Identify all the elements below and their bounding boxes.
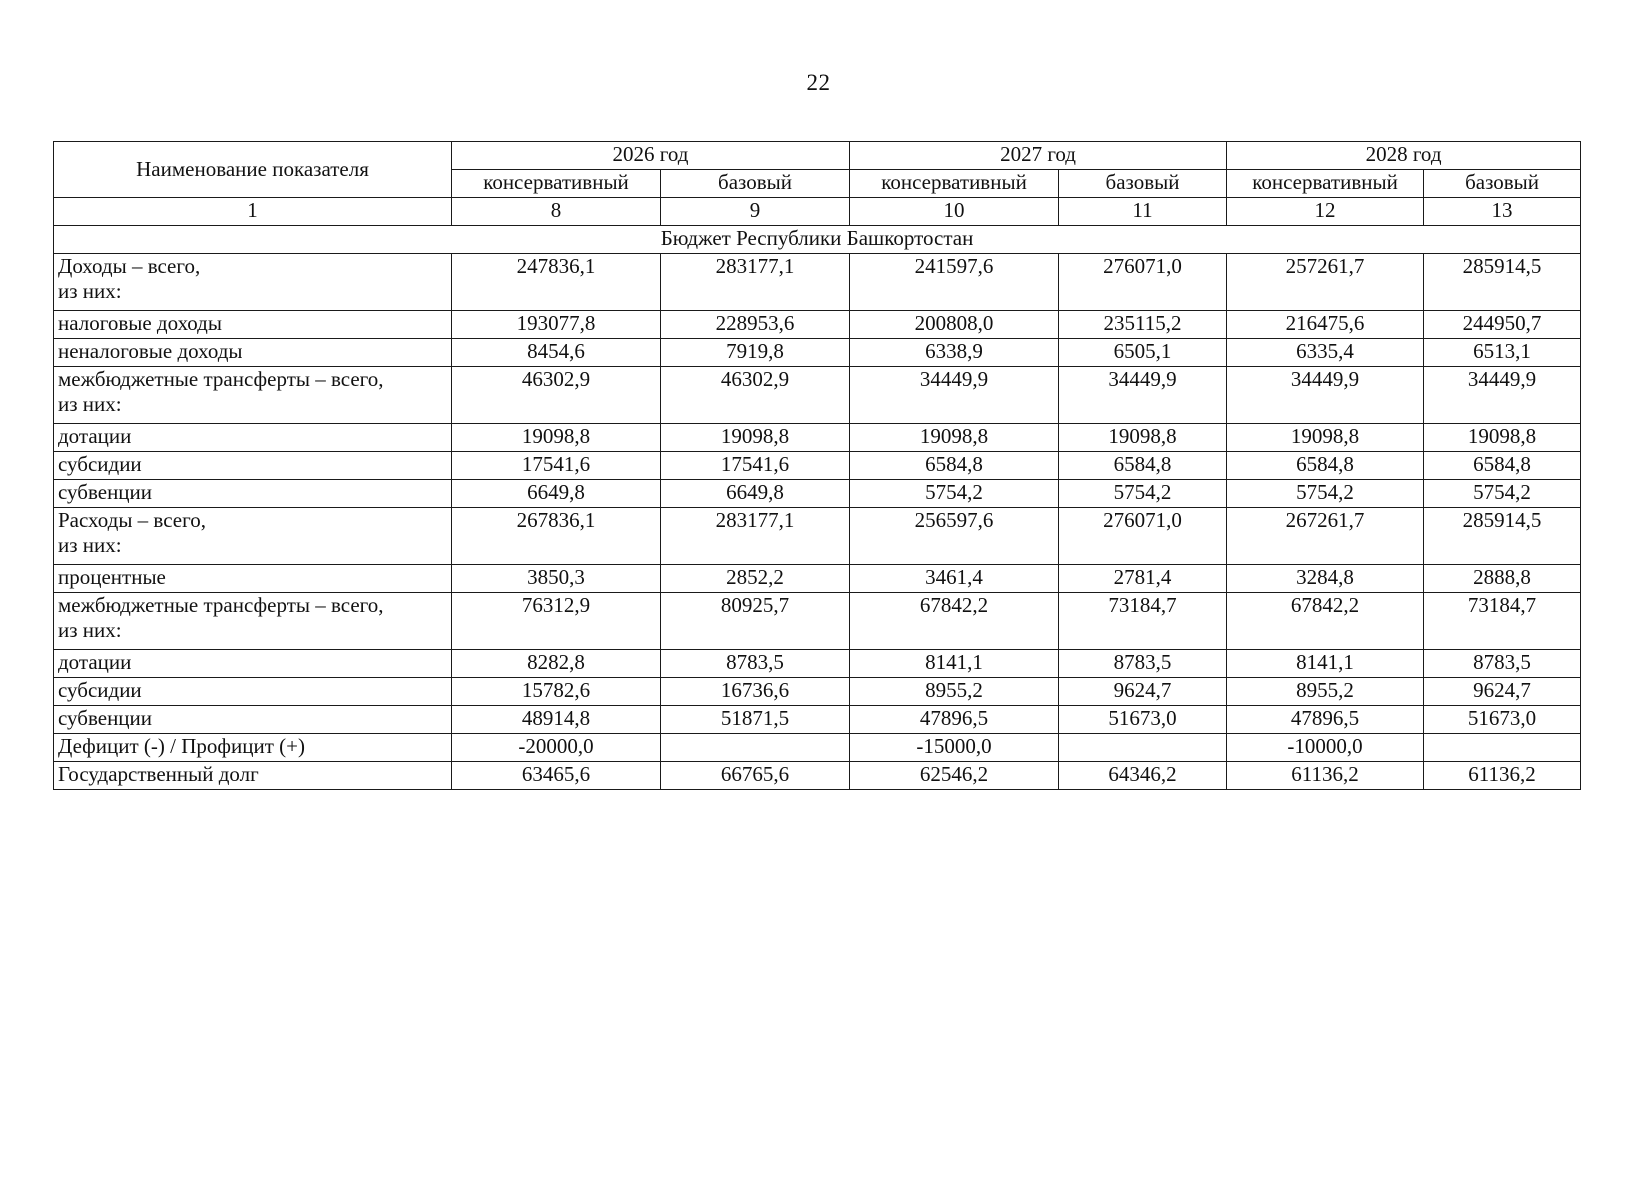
value-cell: 8783,5	[1059, 650, 1227, 678]
row-label-subtext: из них:	[58, 392, 122, 417]
table-row	[54, 762, 1581, 790]
column-number-row	[54, 198, 1581, 226]
value-cell: 15782,6	[452, 678, 661, 706]
value-cell: 283177,1	[661, 508, 850, 565]
value-cell: 19098,8	[1227, 424, 1424, 452]
value-cell: 76312,9	[452, 593, 661, 650]
value-cell: 19098,8	[1059, 424, 1227, 452]
table-row	[54, 452, 1581, 480]
row-label	[54, 650, 452, 678]
header-years-row	[54, 142, 1581, 170]
value-cell: 8783,5	[1424, 650, 1581, 678]
row-label-subtext: из них:	[58, 279, 122, 304]
value-cell: 34449,9	[850, 367, 1059, 424]
header-variant: консервативный	[1227, 170, 1424, 198]
value-cell: 283177,1	[661, 254, 850, 311]
section-title: Бюджет Республики Башкортостан	[54, 226, 1581, 254]
value-cell: 34449,9	[1059, 367, 1227, 424]
value-cell: 61136,2	[1424, 762, 1581, 790]
value-cell: 66765,6	[661, 762, 850, 790]
value-cell: 2781,4	[1059, 565, 1227, 593]
value-cell: 8783,5	[661, 650, 850, 678]
row-label	[54, 678, 452, 706]
table-row	[54, 424, 1581, 452]
table-row	[54, 565, 1581, 593]
row-label-text: субвенции	[58, 480, 153, 504]
row-label-text: Расходы – всего,	[58, 508, 206, 532]
value-cell: 6584,8	[1227, 452, 1424, 480]
value-cell: 241597,6	[850, 254, 1059, 311]
value-cell: 235115,2	[1059, 311, 1227, 339]
value-cell: 285914,5	[1424, 254, 1581, 311]
value-cell	[1424, 734, 1581, 762]
value-cell: 3284,8	[1227, 565, 1424, 593]
row-label-text: дотации	[58, 650, 132, 674]
table-row	[54, 254, 1581, 311]
value-cell: 67842,2	[1227, 593, 1424, 650]
header-year-2028: 2028 год	[1227, 142, 1581, 170]
value-cell: 3850,3	[452, 565, 661, 593]
value-cell: 19098,8	[661, 424, 850, 452]
value-cell: 5754,2	[1227, 480, 1424, 508]
value-cell: 19098,8	[850, 424, 1059, 452]
value-cell: 46302,9	[661, 367, 850, 424]
table-row	[54, 508, 1581, 565]
row-label-text: Дефицит (-) / Профицит (+)	[58, 734, 305, 758]
row-label	[54, 339, 452, 367]
value-cell: -10000,0	[1227, 734, 1424, 762]
header-year-2026: 2026 год	[452, 142, 850, 170]
value-cell: -15000,0	[850, 734, 1059, 762]
value-cell: 63465,6	[452, 762, 661, 790]
row-label-text: субвенции	[58, 706, 153, 730]
header-variant: базовый	[661, 170, 850, 198]
value-cell: 34449,9	[1227, 367, 1424, 424]
header-variant: базовый	[1059, 170, 1227, 198]
value-cell: 47896,5	[1227, 706, 1424, 734]
header-variant: консервативный	[452, 170, 661, 198]
table-row	[54, 311, 1581, 339]
header-name-column: Наименование показателя	[54, 142, 452, 198]
value-cell: 8454,6	[452, 339, 661, 367]
row-label	[54, 480, 452, 508]
table-row	[54, 339, 1581, 367]
value-cell: 6584,8	[850, 452, 1059, 480]
value-cell: 6335,4	[1227, 339, 1424, 367]
value-cell: 228953,6	[661, 311, 850, 339]
value-cell: 51673,0	[1059, 706, 1227, 734]
value-cell: 244950,7	[1424, 311, 1581, 339]
value-cell: 6505,1	[1059, 339, 1227, 367]
value-cell: 267836,1	[452, 508, 661, 565]
row-label	[54, 508, 452, 565]
row-label-text: налоговые доходы	[58, 311, 222, 335]
table-row	[54, 480, 1581, 508]
value-cell	[1059, 734, 1227, 762]
value-cell: 285914,5	[1424, 508, 1581, 565]
value-cell: 6513,1	[1424, 339, 1581, 367]
value-cell: -20000,0	[452, 734, 661, 762]
value-cell: 8955,2	[1227, 678, 1424, 706]
value-cell: 276071,0	[1059, 254, 1227, 311]
row-label-text: неналоговые доходы	[58, 339, 243, 363]
row-label	[54, 762, 452, 790]
value-cell: 73184,7	[1059, 593, 1227, 650]
row-label	[54, 311, 452, 339]
row-label-subtext: из них:	[58, 618, 122, 643]
page-number: 22	[806, 70, 831, 95]
section-row	[54, 226, 1581, 254]
row-label-subtext: из них:	[58, 533, 122, 558]
table-row	[54, 593, 1581, 650]
value-cell: 80925,7	[661, 593, 850, 650]
column-number: 8	[452, 198, 661, 226]
value-cell: 19098,8	[1424, 424, 1581, 452]
value-cell: 73184,7	[1424, 593, 1581, 650]
value-cell: 67842,2	[850, 593, 1059, 650]
row-label-text: дотации	[58, 424, 132, 448]
row-label-text: межбюджетные трансферты – всего,	[58, 593, 384, 617]
value-cell: 17541,6	[661, 452, 850, 480]
value-cell: 48914,8	[452, 706, 661, 734]
value-cell: 17541,6	[452, 452, 661, 480]
value-cell: 216475,6	[1227, 311, 1424, 339]
value-cell: 2888,8	[1424, 565, 1581, 593]
row-label-text: Доходы – всего,	[58, 254, 201, 278]
column-number: 12	[1227, 198, 1424, 226]
table-row	[54, 706, 1581, 734]
row-label	[54, 734, 452, 762]
value-cell: 2852,2	[661, 565, 850, 593]
value-cell: 64346,2	[1059, 762, 1227, 790]
row-label	[54, 565, 452, 593]
value-cell: 200808,0	[850, 311, 1059, 339]
header-variant: базовый	[1424, 170, 1581, 198]
value-cell: 62546,2	[850, 762, 1059, 790]
value-cell: 5754,2	[850, 480, 1059, 508]
header-year-2027: 2027 год	[850, 142, 1227, 170]
value-cell: 247836,1	[452, 254, 661, 311]
value-cell	[661, 734, 850, 762]
value-cell: 16736,6	[661, 678, 850, 706]
column-number: 10	[850, 198, 1059, 226]
row-label	[54, 706, 452, 734]
value-cell: 6649,8	[452, 480, 661, 508]
value-cell: 5754,2	[1059, 480, 1227, 508]
value-cell: 46302,9	[452, 367, 661, 424]
row-label-text: субсидии	[58, 452, 142, 476]
table-row	[54, 678, 1581, 706]
row-label	[54, 254, 452, 311]
row-label-text: процентные	[58, 565, 166, 589]
value-cell: 47896,5	[850, 706, 1059, 734]
header-variant: консервативный	[850, 170, 1059, 198]
value-cell: 6338,9	[850, 339, 1059, 367]
table-row	[54, 734, 1581, 762]
column-number: 13	[1424, 198, 1581, 226]
row-label	[54, 593, 452, 650]
row-label	[54, 424, 452, 452]
value-cell: 6584,8	[1059, 452, 1227, 480]
value-cell: 3461,4	[850, 565, 1059, 593]
value-cell: 9624,7	[1424, 678, 1581, 706]
column-number: 1	[54, 198, 452, 226]
table-row	[54, 367, 1581, 424]
value-cell: 267261,7	[1227, 508, 1424, 565]
value-cell: 5754,2	[1424, 480, 1581, 508]
row-label	[54, 367, 452, 424]
row-label-text: Государственный долг	[58, 762, 259, 786]
value-cell: 34449,9	[1424, 367, 1581, 424]
value-cell: 51673,0	[1424, 706, 1581, 734]
value-cell: 276071,0	[1059, 508, 1227, 565]
row-label-text: межбюджетные трансферты – всего,	[58, 367, 384, 391]
value-cell: 8141,1	[1227, 650, 1424, 678]
value-cell: 256597,6	[850, 508, 1059, 565]
row-label-text: субсидии	[58, 678, 142, 702]
value-cell: 51871,5	[661, 706, 850, 734]
value-cell: 8141,1	[850, 650, 1059, 678]
value-cell: 19098,8	[452, 424, 661, 452]
column-number: 9	[661, 198, 850, 226]
value-cell: 257261,7	[1227, 254, 1424, 311]
row-label	[54, 452, 452, 480]
value-cell: 9624,7	[1059, 678, 1227, 706]
budget-table	[53, 141, 1581, 790]
value-cell: 6584,8	[1424, 452, 1581, 480]
table-row	[54, 650, 1581, 678]
value-cell: 193077,8	[452, 311, 661, 339]
value-cell: 8955,2	[850, 678, 1059, 706]
value-cell: 8282,8	[452, 650, 661, 678]
value-cell: 6649,8	[661, 480, 850, 508]
value-cell: 7919,8	[661, 339, 850, 367]
column-number: 11	[1059, 198, 1227, 226]
value-cell: 61136,2	[1227, 762, 1424, 790]
